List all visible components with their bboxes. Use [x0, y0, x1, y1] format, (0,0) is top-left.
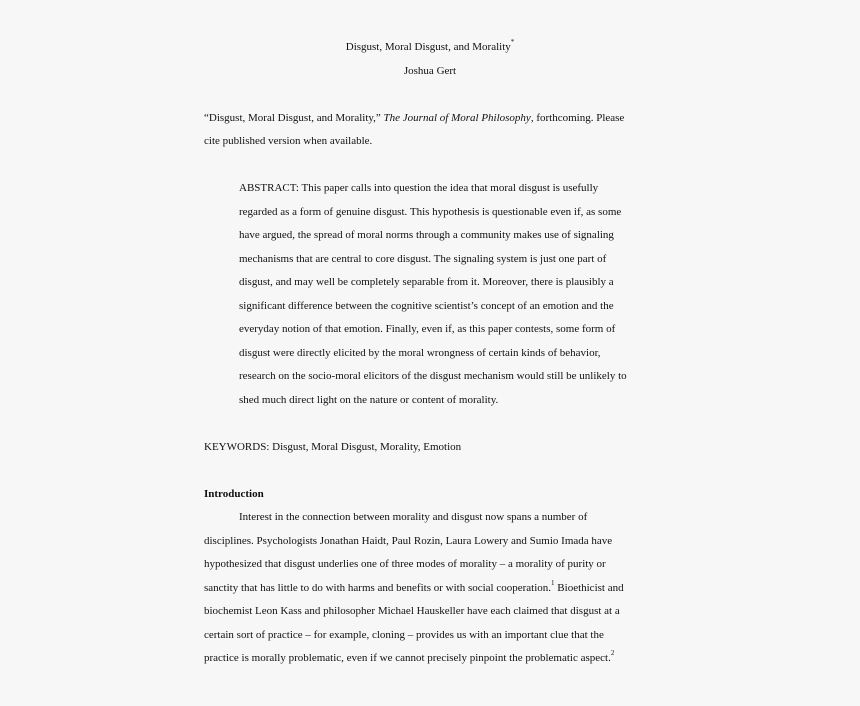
footnote-marker-2: 2 — [610, 649, 615, 658]
citation-pre: “Disgust, Moral Disgust, and Morality,” — [204, 112, 384, 124]
body-line — [204, 651, 614, 665]
citation-line-2: cite published version when available. — [204, 135, 373, 147]
body-line: Interest in the connection between morality and disgust now spans a number of — [239, 511, 588, 523]
paper-title-text: Disgust, Moral Disgust, and Morality — [345, 41, 511, 53]
body-line: certain sort of practice – for example, cloning – provides us with an important clue that the — [204, 629, 604, 641]
abstract-line: everyday notion of that emotion. Finally, even if, as this paper contests, some form of — [239, 323, 616, 335]
abstract-line: significant difference between the cognitive scientist’s concept of an emotion and the — [239, 300, 614, 312]
abstract-line: have argued, the spread of moral norms through a community makes use of signaling — [239, 229, 614, 241]
paper-title — [0, 40, 860, 54]
abstract-line: shed much direct light on the nature or content of morality. — [239, 394, 499, 406]
body-line — [204, 581, 624, 595]
author-name: Joshua Gert — [403, 65, 457, 77]
body-line: disciplines. Psychologists Jonathan Haidt, Paul Rozin, Laura Lowery and Sumio Imada have — [204, 535, 613, 547]
abstract-line: disgust, and may well be completely separable from it. Moreover, there is plausibly a — [239, 276, 614, 288]
keywords-line: KEYWORDS: Disgust, Moral Disgust, Morality, Emotion — [204, 441, 462, 453]
abstract-line: research on the socio-moral elicitors of the disgust mechanism would still be unlikely to — [239, 370, 627, 382]
abstract-line: disgust were directly elicited by the moral wrongness of certain kinds of behavior, — [239, 347, 601, 359]
body-line: biochemist Leon Kass and philosopher Michael Hauskeller have each claimed that disgust at a — [204, 605, 620, 617]
title-footnote-marker: * — [510, 38, 515, 47]
journal-name: The Journal of Moral Philosophy — [383, 112, 531, 124]
body-text: sanctity that has little to do with harms and benefits or with social cooperation. — [204, 582, 552, 594]
body-text: Bioethicist and — [554, 582, 624, 594]
abstract-line: mechanisms that are central to core disgust. The signaling system is just one part of — [239, 253, 607, 265]
citation-post: , forthcoming. Please — [530, 112, 625, 124]
abstract-line: ABSTRACT: This paper calls into question the idea that moral disgust is usefully — [239, 182, 599, 194]
body-text: practice is morally problematic, even if we cannot precisely pinpoint the problematic aspect. — [204, 652, 611, 664]
body-line: hypothesized that disgust underlies one of three modes of morality – a morality of purity or — [204, 558, 606, 570]
footnote-marker-1: 1 — [551, 579, 555, 588]
abstract-line: regarded as a form of genuine disgust. This hypothesis is questionable even if, as some — [239, 206, 622, 218]
citation-line-1 — [204, 111, 624, 125]
section-heading-introduction: Introduction — [204, 488, 264, 500]
